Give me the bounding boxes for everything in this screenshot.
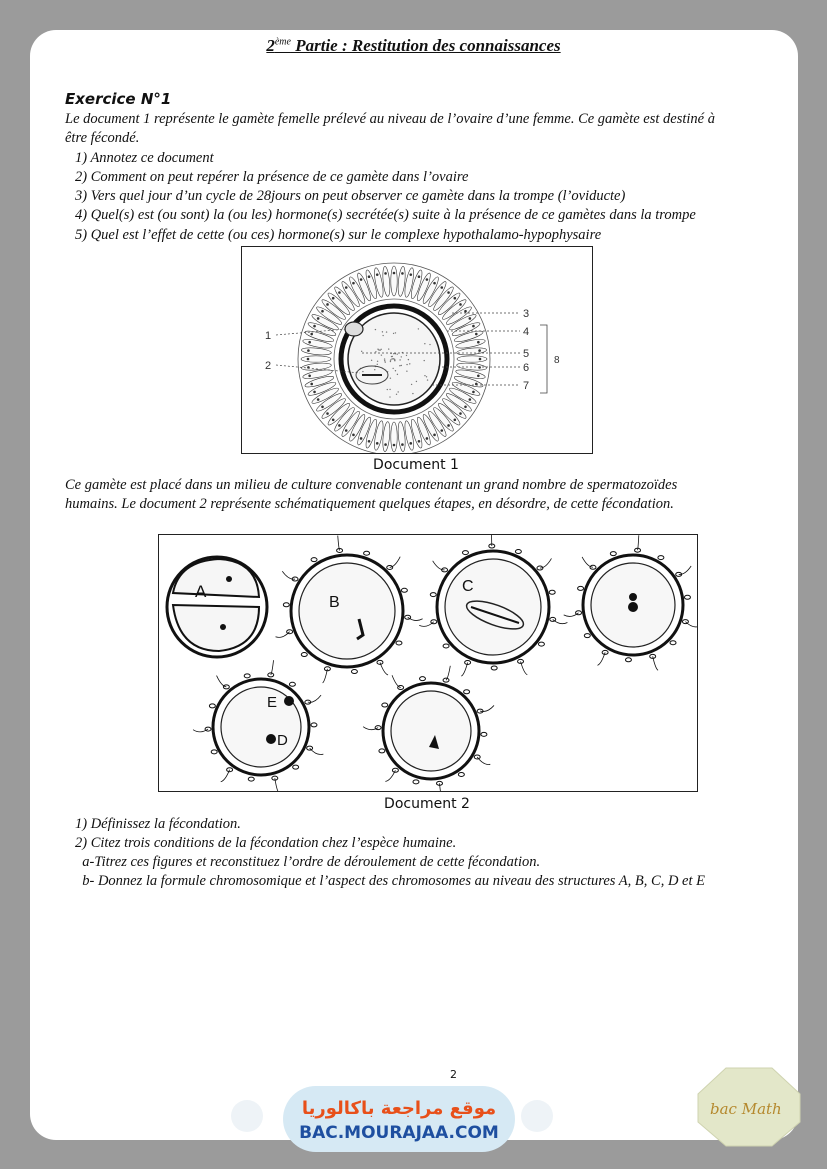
logo-text: bac Math (710, 1100, 782, 1118)
document-2-figure (158, 534, 698, 792)
middle-text-line-2: humains. Le document 2 représente schématiquement quelques étapes, en désordre, de cette fécondation. (65, 496, 674, 512)
question-2-2: 2) Citez trois conditions de la fécondation chez l’espèce humaine. (75, 835, 457, 851)
label-6: 6 (523, 362, 530, 374)
label-8: 8 (554, 355, 560, 366)
label-7: 7 (523, 380, 530, 392)
document-1-caption: Document 1 (373, 457, 459, 473)
stage-pronuclei-fusion (583, 555, 683, 655)
stage-a-two-cell (167, 557, 267, 657)
stage-b-sperm-penetration (291, 555, 403, 667)
label-5: 5 (523, 348, 530, 360)
bacmath-logo (696, 1066, 802, 1148)
site-banner[interactable] (283, 1086, 515, 1152)
label-2: 2 (265, 360, 272, 372)
intro-line-2: être fécondé. (65, 130, 140, 146)
middle-text-line-1: Ce gamète est placé dans un milieu de culture convenable contenant un grand nombre de spermatozoïdes (65, 477, 678, 493)
right-badge-icon (521, 1100, 553, 1132)
exercise-title: Exercice N°1 (65, 90, 172, 108)
question-3: 3) Vers quel jour d’un cycle de 28jours on peut observer ce gamète dans la trompe (l’oviducte) (75, 188, 626, 204)
oocyte-diagram (242, 247, 592, 453)
question-2-a: a-Titrez ces figures et reconstituez l’ordre de déroulement de cette fécondation. (75, 854, 541, 870)
site-url[interactable]: BAC.MOURAJAA.COM (299, 1123, 499, 1143)
site-name-arabic: موقع مراجعة باكالوريا (301, 1098, 497, 1119)
label-c: C (462, 578, 474, 595)
page-number: 2 (450, 1068, 457, 1081)
label-3: 3 (523, 308, 530, 320)
question-4: 4) Quel(s) est (ou sont) la (ou les) hormone(s) secrétée(s) suite à la présence de ce gamètes dans la trompe (75, 207, 696, 223)
question-5: 5) Quel est l’effet de cette (ou ces) hormone(s) sur le complexe hypothalamo-hypophysaire (75, 227, 602, 243)
document-2-caption: Document 2 (384, 796, 470, 812)
question-2-1: 1) Définissez la fécondation. (75, 816, 241, 832)
label-e: E (267, 694, 278, 711)
left-badge-icon (231, 1100, 263, 1132)
label-1: 1 (265, 330, 272, 342)
stage-c-mitotic-spindle (437, 551, 549, 663)
polar-body (345, 322, 363, 336)
question-1: 1) Annotez ce document (75, 150, 214, 166)
stage-sperm-nucleus (383, 683, 479, 779)
question-2: 2) Comment on peut repérer la présence de ce gamète dans l’ovaire (75, 169, 469, 185)
label-4: 4 (523, 326, 530, 338)
question-2-b: b- Donnez la formule chromosomique et l’aspect des chromosomes au niveau des structures A, B, C, D et E (75, 873, 705, 889)
fertilization-stages-diagram (159, 535, 697, 791)
label-b: B (329, 594, 340, 611)
stage-ed-polar-bodies (213, 679, 309, 775)
page-title: 2ème Partie : Restitution des connaissances (266, 36, 561, 55)
intro-line-1: Le document 1 représente le gamète femelle prélevé au niveau de l’ovaire d’une femme. Ce gamète est destiné à (65, 111, 715, 127)
document-1-figure (241, 246, 593, 454)
label-a: A (195, 582, 207, 601)
label-d: D (277, 732, 288, 749)
